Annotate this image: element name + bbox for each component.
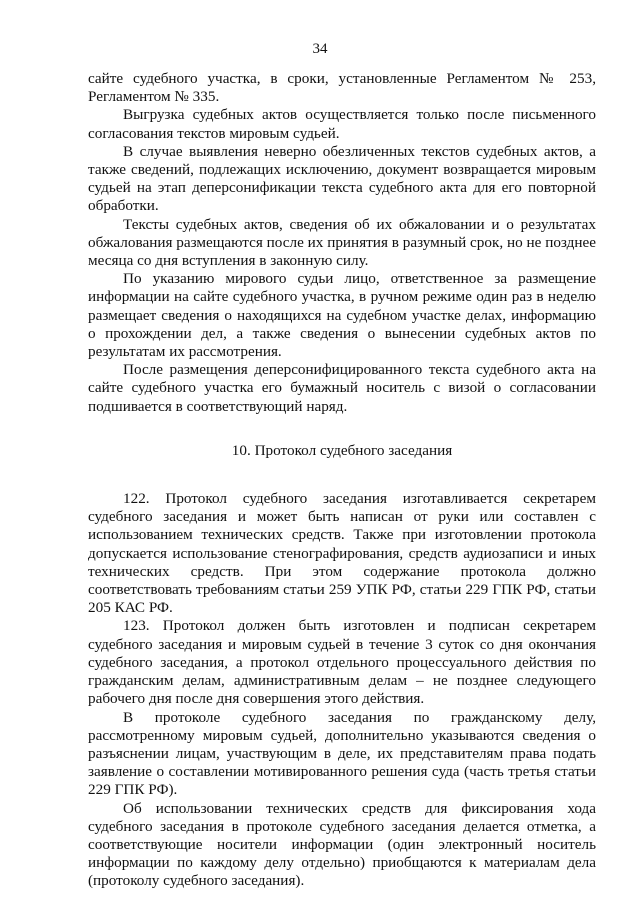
section-heading: 10. Протокол судебного заседания	[231, 441, 453, 459]
paragraph: Об использовании технических средств для фиксирования хода судебного заседания в протоколе судебного заседания делается отметка, а соответствующие носители информации (один электронный носитель информации по каждому делу отдельно) приобщаются к материалам дела (протоколу судебного заседания).	[88, 799, 596, 890]
paragraph: В случае выявления неверно обезличенных текстов судебных актов, а также сведений, подлежащих исключению, документ возвращается мировым судьей на этап деперсонификации текста судебного акта для его повторной обработки.	[88, 142, 596, 215]
paragraph-clause-123: 123. Протокол должен быть изготовлен и подписан секретарем судебного заседания и мировым судьей в течение 3 суток со дня окончания судебного заседания, а протокол отдельного процессуального действия по гражданским делам, административным делам – не позднее следующего рабочего дня после дня совершения этого действия.	[88, 617, 596, 708]
page-number: 34	[312, 41, 328, 57]
document-body	[88, 70, 596, 891]
paragraph: По указанию мирового судьи лицо, ответственное за размещение информации на сайте судебного участка, в ручном режиме один раз в неделю размещает сведения о находящихся на судебном участке делах, информацию о прохождении дел, а также сведения о вынесении судебных актов по результатам их рассмотрения.	[88, 270, 596, 361]
paragraph-continuation: сайте судебного участка, в сроки, установленные Регламентом № 253, Регламентом № 335.	[88, 70, 596, 106]
paragraph: Тексты судебных актов, сведения об их обжаловании и о результатах обжалования размещаются после их принятия в разумный срок, но не позднее месяца со дня вступления в законную силу.	[88, 215, 596, 270]
paragraph: После размещения деперсонифицированного текста судебного акта на сайте судебного участка его бумажный носитель с визой о согласовании подшивается в соответствующий наряд.	[88, 361, 596, 415]
paragraph-clause-122: 122. Протокол судебного заседания изготавливается секретарем судебного заседания и может быть написан от руки или составлен с использованием технических средств. Также при изготовлении протокола допускается использование стенографирования, средств аудиозаписи и иных технических средств. При этом содержание протокола должно соответствовать требованиям статьи 259 УПК РФ, статьи 229 ГПК РФ, статьи 205 КАС РФ.	[88, 490, 596, 617]
paragraph: В протоколе судебного заседания по гражданскому делу, рассмотренному мировым судьей, дополнительно указываются сведения о разъяснении лицам, участвующим в деле, их представителям права подать заявление о составлении мотивированного решения суда (часть третья статьи 229 ГПК РФ).	[88, 708, 596, 799]
paragraph: Выгрузка судебных актов осуществляется только после письменного согласования текстов мировым судьей.	[88, 106, 596, 142]
